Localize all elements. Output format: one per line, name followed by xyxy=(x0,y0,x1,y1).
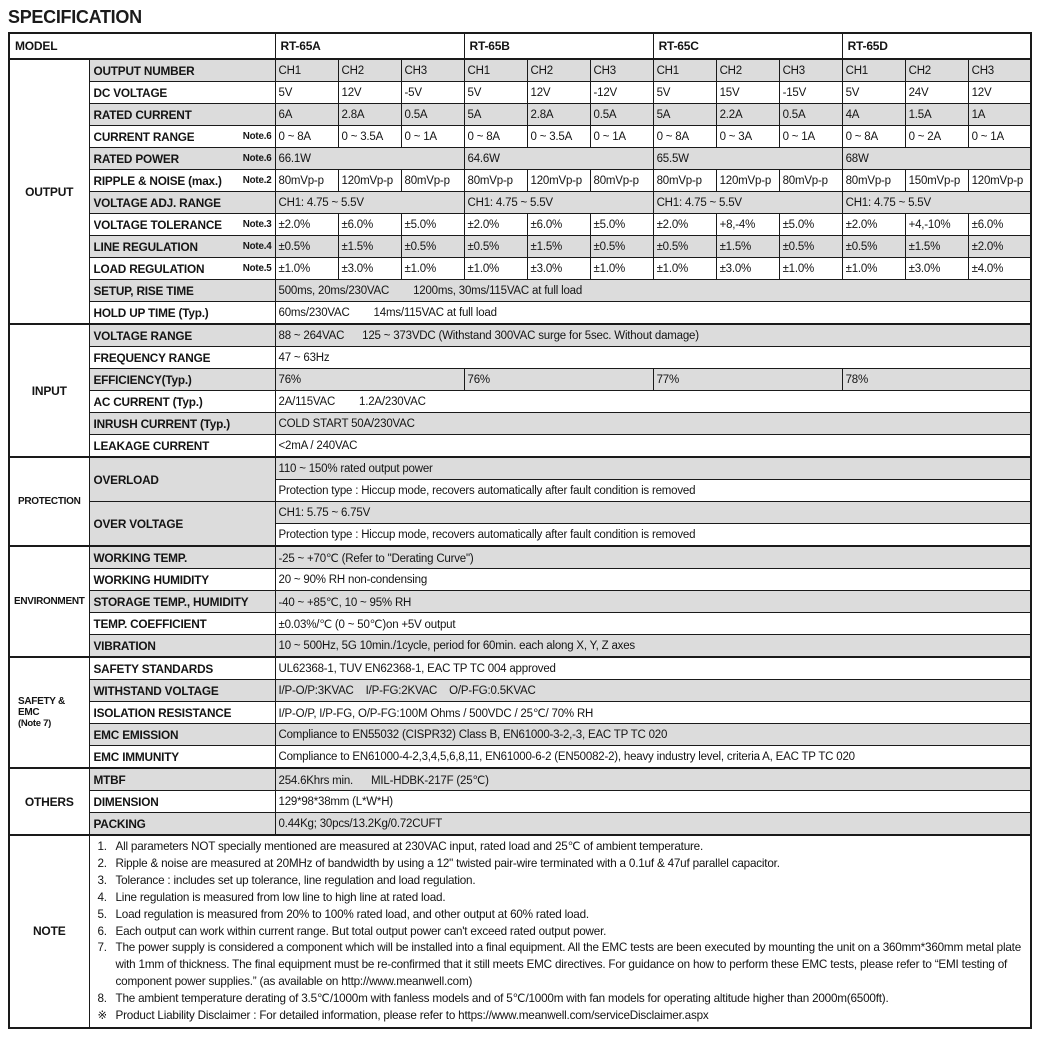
table-row xyxy=(9,680,1031,702)
value-cell: 0.5A xyxy=(401,104,464,126)
value-cell: 0 ~ 1A xyxy=(968,126,1031,148)
value-cell: ±1.5% xyxy=(905,236,968,258)
param-label: EFFICIENCY(Typ.) xyxy=(89,369,275,391)
value-cell: CH2 xyxy=(527,59,590,82)
param-label: DIMENSION xyxy=(89,791,275,813)
value-cell: CH1 xyxy=(275,59,338,82)
param-note-tag: Note.5 xyxy=(242,263,272,274)
value-cell: 76% xyxy=(464,369,653,391)
table-row xyxy=(9,302,1031,325)
table-row xyxy=(9,435,1031,458)
value-cell: -15V xyxy=(779,82,842,104)
section-label xyxy=(9,324,89,457)
section-label-line: OTHERS xyxy=(24,794,74,809)
value-cell: 5V xyxy=(275,82,338,104)
model-name-RT-65B: RT-65B xyxy=(464,33,653,59)
table-row xyxy=(9,170,1031,192)
note-text: Ripple & noise are measured at 20MHz of bandwidth by using a 12" twisted pair-wire terminated with a 0.1uf & 47uf parallel capacitor. xyxy=(115,856,780,870)
table-row xyxy=(9,546,1031,569)
value-cell: 76% xyxy=(275,369,464,391)
param-label: INRUSH CURRENT (Typ.) xyxy=(89,413,275,435)
param-label: OVER VOLTAGE xyxy=(89,502,275,547)
value-cell: 120mVp-p xyxy=(527,170,590,192)
value-cell: CH3 xyxy=(401,59,464,82)
section-label xyxy=(9,457,89,546)
param-label: HOLD UP TIME (Typ.) xyxy=(89,302,275,325)
table-row xyxy=(9,192,1031,214)
value-cell: 0 ~ 8A xyxy=(275,126,338,148)
note-marker: 5. xyxy=(97,907,107,921)
table-row xyxy=(9,126,1031,148)
value-cell: 77% xyxy=(653,369,842,391)
value-cell: 110 ~ 150% rated output power xyxy=(275,457,1031,480)
param-label xyxy=(89,148,275,170)
value-cell: 88 ~ 264VAC 125 ~ 373VDC (Withstand 300VAC surge for 5sec. Without damage) xyxy=(275,324,1031,347)
value-cell: Compliance to EN55032 (CISPR32) Class B, EN61000-3-2,-3, EAC TP TC 020 xyxy=(275,724,1031,746)
value-cell: 0 ~ 8A xyxy=(842,126,905,148)
param-label: SETUP, RISE TIME xyxy=(89,280,275,302)
value-cell: ±2.0% xyxy=(968,236,1031,258)
note-line-3 xyxy=(98,873,1025,890)
value-cell: ±0.5% xyxy=(842,236,905,258)
table-row xyxy=(9,635,1031,658)
value-cell: 0.44Kg; 30pcs/13.2Kg/0.72CUFT xyxy=(275,813,1031,836)
model-name-RT-65D: RT-65D xyxy=(842,33,1031,59)
value-cell: 5V xyxy=(464,82,527,104)
param-label: AC CURRENT (Typ.) xyxy=(89,391,275,413)
table-row xyxy=(9,724,1031,746)
value-cell: 80mVp-p xyxy=(464,170,527,192)
value-cell: -12V xyxy=(590,82,653,104)
value-cell: 4A xyxy=(842,104,905,126)
param-label: EMC EMISSION xyxy=(89,724,275,746)
param-label: RATED CURRENT xyxy=(89,104,275,126)
note-marker: 1. xyxy=(97,840,107,853)
section-label-line: INPUT xyxy=(31,383,67,398)
value-cell: 5A xyxy=(653,104,716,126)
value-cell: 80mVp-p xyxy=(275,170,338,192)
value-cell: 6A xyxy=(275,104,338,126)
value-cell: ±6.0% xyxy=(527,214,590,236)
param-label-flex xyxy=(94,218,272,232)
param-label-text: RIPPLE & NOISE (max.) xyxy=(93,173,222,188)
table-row xyxy=(9,591,1031,613)
note-marker: 3. xyxy=(97,873,107,887)
param-label: STORAGE TEMP., HUMIDITY xyxy=(89,591,275,613)
param-label xyxy=(89,236,275,258)
value-cell: CH1: 5.75 ~ 6.75V xyxy=(275,502,1031,524)
table-row xyxy=(9,569,1031,591)
table-row xyxy=(9,258,1031,280)
note-text: The ambient temperature derating of 3.5℃/1000m with fanless models and of 5℃/1000m with fan models for operating altitude higher than 2000m(6500ft). xyxy=(115,992,889,1006)
value-cell: 0.5A xyxy=(590,104,653,126)
value-cell: -40 ~ +85℃, 10 ~ 95% RH xyxy=(275,591,1031,613)
value-cell: ±2.0% xyxy=(275,214,338,236)
param-label: LEAKAGE CURRENT xyxy=(89,435,275,458)
param-label: TEMP. COEFFICIENT xyxy=(89,613,275,635)
note-line-2 xyxy=(98,856,1025,873)
value-cell: ±3.0% xyxy=(338,258,401,280)
value-cell: CH1: 4.75 ~ 5.5V xyxy=(275,192,464,214)
value-cell: CH3 xyxy=(968,59,1031,82)
value-cell: CH2 xyxy=(716,59,779,82)
param-note-tag: Note.6 xyxy=(242,131,272,142)
section-label-line: PROTECTION xyxy=(17,496,81,507)
value-cell: 0 ~ 8A xyxy=(653,126,716,148)
value-cell: ±1.5% xyxy=(716,236,779,258)
value-cell: ±5.0% xyxy=(779,214,842,236)
note-marker: 2. xyxy=(97,856,107,870)
param-label: DC VOLTAGE xyxy=(89,82,275,104)
value-cell: -5V xyxy=(401,82,464,104)
note-marker: 4. xyxy=(97,890,107,904)
section-sublabel: (Note 7) xyxy=(18,718,51,729)
value-cell: 0 ~ 3.5A xyxy=(527,126,590,148)
value-cell: ±5.0% xyxy=(590,214,653,236)
note-line-1 xyxy=(98,839,1025,856)
value-cell: 80mVp-p xyxy=(653,170,716,192)
value-cell: CH1 xyxy=(653,59,716,82)
value-cell: CH3 xyxy=(590,59,653,82)
param-label: OUTPUT NUMBER xyxy=(89,59,275,82)
value-cell: 500ms, 20ms/230VAC 1200ms, 30ms/115VAC at full load xyxy=(275,280,1031,302)
value-cell: 47 ~ 63Hz xyxy=(275,347,1031,369)
note-text: Load regulation is measured from 20% to 100% rated load, and other output at 60% rated load. xyxy=(115,907,589,921)
specification-table xyxy=(8,32,1032,1029)
value-cell: Protection type : Hiccup mode, recovers automatically after fault condition is removed xyxy=(275,480,1031,502)
param-label-flex xyxy=(94,262,272,276)
value-cell: 0 ~ 3.5A xyxy=(338,126,401,148)
value-cell: 120mVp-p xyxy=(968,170,1031,192)
param-label-flex xyxy=(94,130,272,144)
value-cell: ±1.0% xyxy=(275,258,338,280)
note-row xyxy=(9,835,1031,1028)
value-cell: Compliance to EN61000-4-2,3,4,5,6,8,11, EN61000-6-2 (EN50082-2), heavy industry level, criteria A, EAC TP TC 020 xyxy=(275,746,1031,769)
param-label xyxy=(89,258,275,280)
section-label-line: EMC xyxy=(18,707,40,718)
value-cell: 1A xyxy=(968,104,1031,126)
value-cell: 2.8A xyxy=(527,104,590,126)
value-cell: ±1.0% xyxy=(401,258,464,280)
note-line-7 xyxy=(98,940,1025,991)
value-cell: CH2 xyxy=(905,59,968,82)
param-label-text: CURRENT RANGE xyxy=(93,129,195,144)
model-row-label: MODEL xyxy=(9,33,275,59)
value-cell: ±1.0% xyxy=(653,258,716,280)
note-line-4 xyxy=(98,890,1025,907)
param-label-text: RATED POWER xyxy=(93,151,179,166)
param-label: VIBRATION xyxy=(89,635,275,658)
value-cell: ±3.0% xyxy=(527,258,590,280)
value-cell: 2.2A xyxy=(716,104,779,126)
note-text: The power supply is considered a component which will be installed into a final equipment. All the EMC tests are been executed by mounting the unit on a 360mm*360mm metal plate with 1mm of thickness. The final equipment must be re-confirmed that it still meets EMC directives. For guidance on how to perform these EMC tests, please refer to “EMI testing of component power supplies.” (as available on http://www.meanwell.com) xyxy=(115,941,1022,989)
value-cell: 80mVp-p xyxy=(590,170,653,192)
value-cell: 68W xyxy=(842,148,1031,170)
value-cell: 0.5A xyxy=(779,104,842,126)
note-marker: 7. xyxy=(97,941,107,955)
section-label xyxy=(9,657,89,768)
value-cell: I/P-O/P, I/P-FG, O/P-FG:100M Ohms / 500VDC / 25℃/ 70% RH xyxy=(275,702,1031,724)
value-cell: ±1.5% xyxy=(527,236,590,258)
value-cell: 60ms/230VAC 14ms/115VAC at full load xyxy=(275,302,1031,325)
note-text: Line regulation is measured from low line to high line at rated load. xyxy=(115,890,446,904)
param-label: OVERLOAD xyxy=(89,457,275,502)
section-label xyxy=(9,768,89,835)
param-label: VOLTAGE RANGE xyxy=(89,324,275,347)
value-cell: ±2.0% xyxy=(842,214,905,236)
value-cell: 66.1W xyxy=(275,148,464,170)
value-cell: ±1.0% xyxy=(779,258,842,280)
table-row xyxy=(9,236,1031,258)
value-cell: 10 ~ 500Hz, 5G 10min./1cycle, period for 60min. each along X, Y, Z axes xyxy=(275,635,1031,658)
value-cell: UL62368-1, TUV EN62368-1, EAC TP TC 004 approved xyxy=(275,657,1031,680)
param-label: WORKING TEMP. xyxy=(89,546,275,569)
notes-cell xyxy=(89,835,1031,1028)
value-cell: 80mVp-p xyxy=(842,170,905,192)
param-label: ISOLATION RESISTANCE xyxy=(89,702,275,724)
table-row xyxy=(9,347,1031,369)
table-row xyxy=(9,702,1031,724)
value-cell: 0 ~ 1A xyxy=(401,126,464,148)
value-cell: 0 ~ 2A xyxy=(905,126,968,148)
value-cell: ±5.0% xyxy=(401,214,464,236)
table-row xyxy=(9,413,1031,435)
table-row xyxy=(9,324,1031,347)
value-cell: CH1: 4.75 ~ 5.5V xyxy=(842,192,1031,214)
table-row xyxy=(9,280,1031,302)
value-cell: ±0.03%/℃ (0 ~ 50℃)on +5V output xyxy=(275,613,1031,635)
value-cell: CH1: 4.75 ~ 5.5V xyxy=(653,192,842,214)
value-cell: ±1.0% xyxy=(590,258,653,280)
param-label: FREQUENCY RANGE xyxy=(89,347,275,369)
value-cell: +4,-10% xyxy=(905,214,968,236)
value-cell: <2mA / 240VAC xyxy=(275,435,1031,458)
param-label-text: VOLTAGE TOLERANCE xyxy=(93,217,222,232)
value-cell: 20 ~ 90% RH non-condensing xyxy=(275,569,1031,591)
value-cell: 0 ~ 3A xyxy=(716,126,779,148)
param-note-tag: Note.4 xyxy=(242,241,272,252)
note-text: Each output can work within current range. But total output power can't exceed rated output power. xyxy=(115,924,607,938)
table-row xyxy=(9,214,1031,236)
param-label xyxy=(89,170,275,192)
note-marker: 8. xyxy=(97,992,107,1006)
table-row xyxy=(9,82,1031,104)
value-cell: ±2.0% xyxy=(653,214,716,236)
value-cell: 64.6W xyxy=(464,148,653,170)
model-name-RT-65A: RT-65A xyxy=(275,33,464,59)
value-cell: 5V xyxy=(842,82,905,104)
table-row xyxy=(9,457,1031,480)
value-cell: 0 ~ 1A xyxy=(779,126,842,148)
value-cell: ±0.5% xyxy=(401,236,464,258)
value-cell: 5A xyxy=(464,104,527,126)
value-cell: 80mVp-p xyxy=(779,170,842,192)
section-label xyxy=(9,59,89,324)
value-cell: 12V xyxy=(968,82,1031,104)
value-cell: ±0.5% xyxy=(590,236,653,258)
section-label-line: SAFETY & xyxy=(18,696,65,707)
value-cell: +8,-4% xyxy=(716,214,779,236)
note-line-9 xyxy=(98,1008,1025,1025)
value-cell: ±3.0% xyxy=(716,258,779,280)
value-cell: 65.5W xyxy=(653,148,842,170)
table-row xyxy=(9,791,1031,813)
table-row xyxy=(9,391,1031,413)
value-cell: 1.5A xyxy=(905,104,968,126)
value-cell: 120mVp-p xyxy=(338,170,401,192)
table-row xyxy=(9,613,1031,635)
value-cell: ±0.5% xyxy=(464,236,527,258)
param-label: MTBF xyxy=(89,768,275,791)
value-cell: 2A/115VAC 1.2A/230VAC xyxy=(275,391,1031,413)
value-cell: 5V xyxy=(653,82,716,104)
table-row xyxy=(9,502,1031,524)
value-cell: 12V xyxy=(338,82,401,104)
note-text: Tolerance : includes set up tolerance, line regulation and load regulation. xyxy=(115,873,476,887)
value-cell: CH3 xyxy=(779,59,842,82)
param-note-tag: Note.2 xyxy=(242,175,272,186)
value-cell: ±1.0% xyxy=(464,258,527,280)
section-label xyxy=(9,546,89,657)
value-cell: I/P-O/P:3KVAC I/P-FG:2KVAC O/P-FG:0.5KVAC xyxy=(275,680,1031,702)
table-row xyxy=(9,148,1031,170)
param-label xyxy=(89,214,275,236)
value-cell: 15V xyxy=(716,82,779,104)
param-label-flex xyxy=(94,152,272,166)
value-cell: 24V xyxy=(905,82,968,104)
table-row xyxy=(9,369,1031,391)
param-note-tag: Note.6 xyxy=(242,153,272,164)
table-row xyxy=(9,657,1031,680)
note-text: All parameters NOT specially mentioned are measured at 230VAC input, rated load and 25℃ of ambient temperature. xyxy=(115,840,704,853)
param-label: VOLTAGE ADJ. RANGE xyxy=(89,192,275,214)
value-cell: CH2 xyxy=(338,59,401,82)
value-cell: 129*98*38mm (L*W*H) xyxy=(275,791,1031,813)
value-cell: 150mVp-p xyxy=(905,170,968,192)
model-name-RT-65C: RT-65C xyxy=(653,33,842,59)
note-marker: ※ xyxy=(97,1009,108,1023)
section-label-note: NOTE xyxy=(9,835,89,1028)
note-marker: 6. xyxy=(97,924,107,938)
section-label-line: ENVIRONMENT xyxy=(13,596,85,607)
note-text: Product Liability Disclaimer : For detailed information, please refer to https://www.meanwell.com/serviceDisclaimer.aspx xyxy=(115,1009,709,1023)
value-cell: 80mVp-p xyxy=(401,170,464,192)
table-row xyxy=(9,104,1031,126)
value-cell: CH1: 4.75 ~ 5.5V xyxy=(464,192,653,214)
table-row xyxy=(9,59,1031,82)
value-cell: ±0.5% xyxy=(653,236,716,258)
value-cell: ±1.5% xyxy=(338,236,401,258)
value-cell: ±0.5% xyxy=(779,236,842,258)
note-line-6 xyxy=(98,924,1025,941)
note-line-8 xyxy=(98,991,1025,1008)
value-cell: CH1 xyxy=(464,59,527,82)
value-cell: ±0.5% xyxy=(275,236,338,258)
value-cell: 254.6Khrs min. MIL-HDBK-217F (25℃) xyxy=(275,768,1031,791)
param-label: WITHSTAND VOLTAGE xyxy=(89,680,275,702)
section-label-line: OUTPUT xyxy=(25,184,74,199)
value-cell: ±1.0% xyxy=(842,258,905,280)
param-label-flex xyxy=(94,174,272,188)
value-cell: COLD START 50A/230VAC xyxy=(275,413,1031,435)
value-cell: ±6.0% xyxy=(338,214,401,236)
param-label-flex xyxy=(94,240,272,254)
model-header-row xyxy=(9,33,1031,59)
param-label: SAFETY STANDARDS xyxy=(89,657,275,680)
table-row xyxy=(9,813,1031,836)
param-label-text: LINE REGULATION xyxy=(93,239,198,254)
param-label xyxy=(89,126,275,148)
note-line-5 xyxy=(98,907,1025,924)
value-cell: 78% xyxy=(842,369,1031,391)
value-cell: ±6.0% xyxy=(968,214,1031,236)
param-label: WORKING HUMIDITY xyxy=(89,569,275,591)
value-cell: ±3.0% xyxy=(905,258,968,280)
value-cell: ±2.0% xyxy=(464,214,527,236)
value-cell: -25 ~ +70℃ (Refer to "Derating Curve") xyxy=(275,546,1031,569)
param-label-text: LOAD REGULATION xyxy=(93,261,205,276)
value-cell: 0 ~ 8A xyxy=(464,126,527,148)
param-label: PACKING xyxy=(89,813,275,836)
value-cell: 120mVp-p xyxy=(716,170,779,192)
value-cell: ±4.0% xyxy=(968,258,1031,280)
table-row xyxy=(9,746,1031,769)
value-cell: CH1 xyxy=(842,59,905,82)
page-title: SPECIFICATION xyxy=(8,7,142,27)
table-row xyxy=(9,768,1031,791)
value-cell: 0 ~ 1A xyxy=(590,126,653,148)
value-cell: Protection type : Hiccup mode, recovers automatically after fault condition is removed xyxy=(275,524,1031,547)
value-cell: 2.8A xyxy=(338,104,401,126)
param-note-tag: Note.3 xyxy=(242,219,272,230)
param-label: EMC IMMUNITY xyxy=(89,746,275,769)
value-cell: 12V xyxy=(527,82,590,104)
